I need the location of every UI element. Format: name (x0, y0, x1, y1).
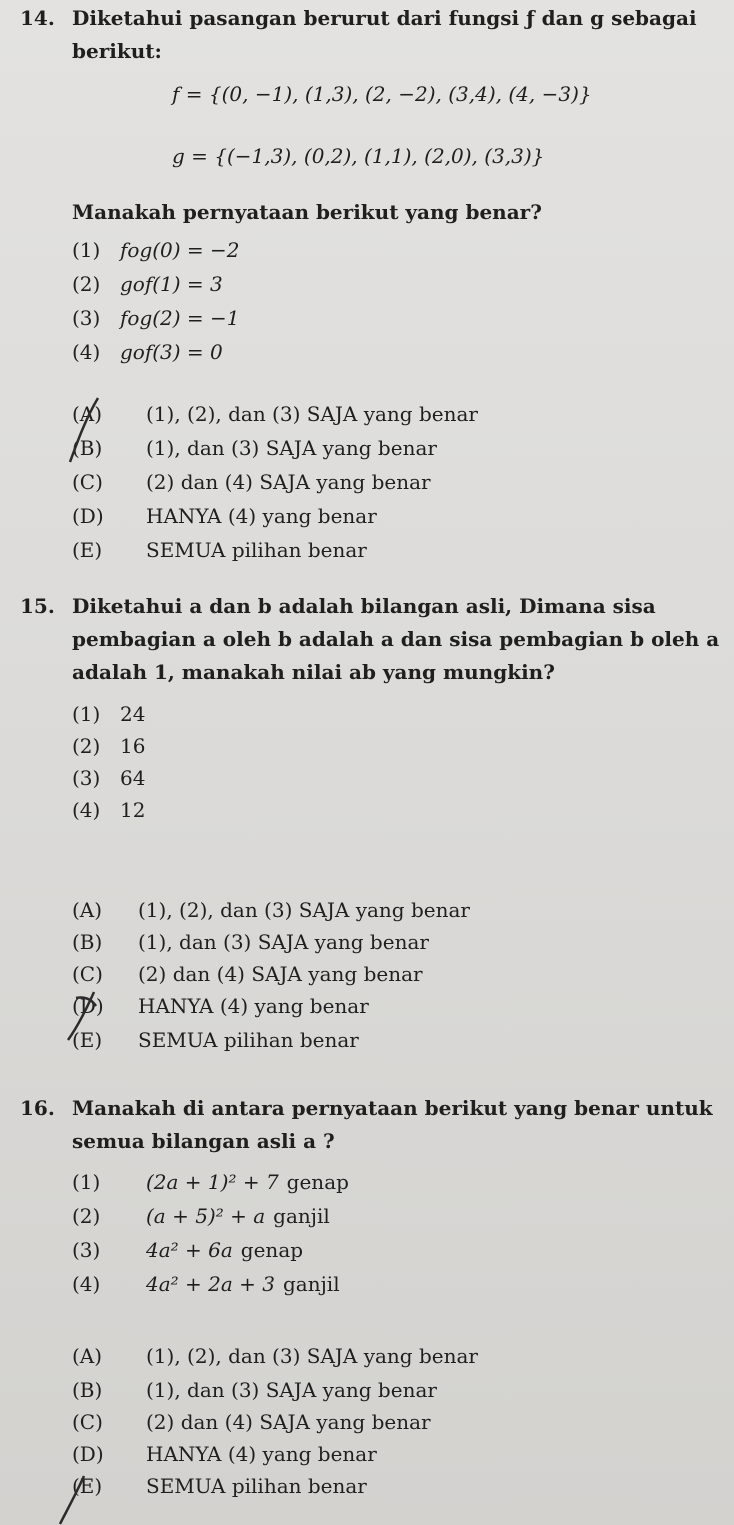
statement-label: (3) (72, 306, 101, 330)
option-text: HANYA (4) yang benar (146, 504, 377, 528)
option-text: SEMUA pilihan benar (138, 1028, 359, 1052)
option-text: (1), (2), dan (3) SAJA yang benar (138, 898, 470, 922)
option-label: (C) (72, 962, 103, 986)
option-label: (B) (72, 1378, 103, 1402)
option-e[interactable] (72, 1028, 359, 1052)
question-text-cont: pembagian a oleh b adalah a dan sisa pembagian b oleh a (72, 627, 720, 651)
statement-1 (72, 1170, 349, 1194)
statement-suffix: genap (240, 1238, 304, 1262)
option-text: (2) dan (4) SAJA yang benar (138, 962, 423, 986)
question-14-header (20, 2, 720, 35)
statement-2 (72, 734, 145, 758)
option-b[interactable] (72, 436, 437, 460)
question-number: 14. (20, 6, 55, 30)
statement-2 (72, 272, 223, 296)
statement-label: (1) (72, 238, 101, 262)
statement-1 (72, 238, 240, 262)
statement-label: (4) (72, 1272, 101, 1296)
option-label: (C) (72, 470, 103, 494)
option-label: (E) (72, 1474, 103, 1498)
option-text: HANYA (4) yang benar (138, 994, 369, 1018)
question-16-header-cont (20, 1125, 720, 1158)
statement-label: (3) (72, 1238, 101, 1262)
question-15 (20, 590, 720, 689)
option-d[interactable] (72, 994, 369, 1018)
statement-expr: 24 (120, 702, 146, 726)
question-14 (20, 2, 720, 68)
statement-suffix: genap (286, 1170, 349, 1194)
question-16-header (20, 1092, 720, 1125)
question-number: 15. (20, 594, 55, 618)
statement-label: (4) (72, 340, 101, 364)
statement-2 (72, 1204, 330, 1228)
statement-expr: (2a + 1)² + 7 (146, 1170, 279, 1194)
option-text: (1), dan (3) SAJA yang benar (146, 1378, 437, 1402)
statement-4 (72, 798, 145, 822)
option-label: (D) (72, 504, 104, 528)
f-set: f = {(0, −1), (1,3), (2, −2), (3,4), (4, −3)} (172, 82, 592, 106)
option-label: (C) (72, 1410, 103, 1434)
question-15-header-cont2 (20, 656, 720, 689)
option-d[interactable] (72, 1442, 377, 1466)
option-c[interactable] (72, 962, 423, 986)
question-number: 16. (20, 1096, 55, 1120)
g-set: g = {(−1,3), (0,2), (1,1), (2,0), (3,3)} (172, 144, 545, 168)
statement-3 (72, 1238, 303, 1262)
statement-label: (3) (72, 766, 101, 790)
statement-label: (2) (72, 272, 101, 296)
option-text: SEMUA pilihan benar (146, 538, 367, 562)
option-label: (E) (72, 538, 103, 562)
question-text: Diketahui pasangan berurut dari fungsi ƒ dan g sebagai (72, 6, 697, 30)
option-text: (2) dan (4) SAJA yang benar (146, 1410, 431, 1434)
option-label: (A) (72, 898, 103, 922)
statement-expr: fog(0) = −2 (120, 238, 240, 262)
option-label: (A) (72, 1344, 103, 1368)
statement-expr: gof(3) = 0 (120, 340, 223, 364)
option-a[interactable] (72, 1344, 478, 1368)
statement-expr: (a + 5)² + a (146, 1204, 266, 1228)
option-text: (1), (2), dan (3) SAJA yang benar (146, 1344, 478, 1368)
option-b[interactable] (72, 930, 429, 954)
option-text: (1), (2), dan (3) SAJA yang benar (146, 402, 478, 426)
question-text: Manakah di antara pernyataan berikut yang benar untuk (72, 1096, 713, 1120)
option-label: (D) (72, 1442, 104, 1466)
option-text: (1), dan (3) SAJA yang benar (146, 436, 437, 460)
statement-label: (1) (72, 1170, 101, 1194)
statement-expr: 16 (120, 734, 146, 758)
statement-4 (72, 1272, 340, 1296)
statement-expr: fog(2) = −1 (120, 306, 240, 330)
statement-expr: gof(1) = 3 (120, 272, 223, 296)
question-text: Diketahui a dan b adalah bilangan asli, Dimana sisa (72, 594, 656, 618)
option-c[interactable] (72, 1410, 431, 1434)
question-16 (20, 1092, 720, 1158)
statement-suffix: ganjil (282, 1272, 340, 1296)
statement-label: (1) (72, 702, 101, 726)
question-prompt: Manakah pernyataan berikut yang benar? (72, 200, 542, 224)
option-a[interactable] (72, 402, 478, 426)
statement-expr: 4a² + 6a (146, 1238, 233, 1262)
statement-expr: 12 (120, 798, 146, 822)
statement-expr: 4a² + 2a + 3 (146, 1272, 275, 1296)
question-15-header-cont (20, 623, 720, 656)
question-14-header-cont (20, 35, 720, 68)
option-c[interactable] (72, 470, 431, 494)
option-d[interactable] (72, 504, 377, 528)
option-text: (1), dan (3) SAJA yang benar (138, 930, 429, 954)
statement-expr: 64 (120, 766, 146, 790)
option-label: (B) (72, 930, 103, 954)
question-text-cont: semua bilangan asli a ? (72, 1129, 335, 1153)
statement-3 (72, 306, 240, 330)
question-text-cont: adalah 1, manakah nilai ab yang mungkin? (72, 660, 555, 684)
question-15-header (20, 590, 720, 623)
statement-1 (72, 702, 145, 726)
option-e[interactable] (72, 538, 367, 562)
option-b[interactable] (72, 1378, 437, 1402)
option-label: (B) (72, 436, 103, 460)
option-e[interactable] (72, 1474, 367, 1498)
statement-suffix: ganjil (273, 1204, 330, 1228)
question-text-cont: berikut: (72, 39, 162, 63)
statement-label: (2) (72, 734, 101, 758)
option-text: SEMUA pilihan benar (146, 1474, 367, 1498)
statement-3 (72, 766, 145, 790)
statement-label: (4) (72, 798, 101, 822)
statement-4 (72, 340, 223, 364)
option-a[interactable] (72, 898, 470, 922)
option-label: (D) (72, 994, 104, 1018)
option-text: HANYA (4) yang benar (146, 1442, 377, 1466)
option-text: (2) dan (4) SAJA yang benar (146, 470, 431, 494)
option-label: (E) (72, 1028, 103, 1052)
statement-label: (2) (72, 1204, 101, 1228)
option-label: (A) (72, 402, 103, 426)
